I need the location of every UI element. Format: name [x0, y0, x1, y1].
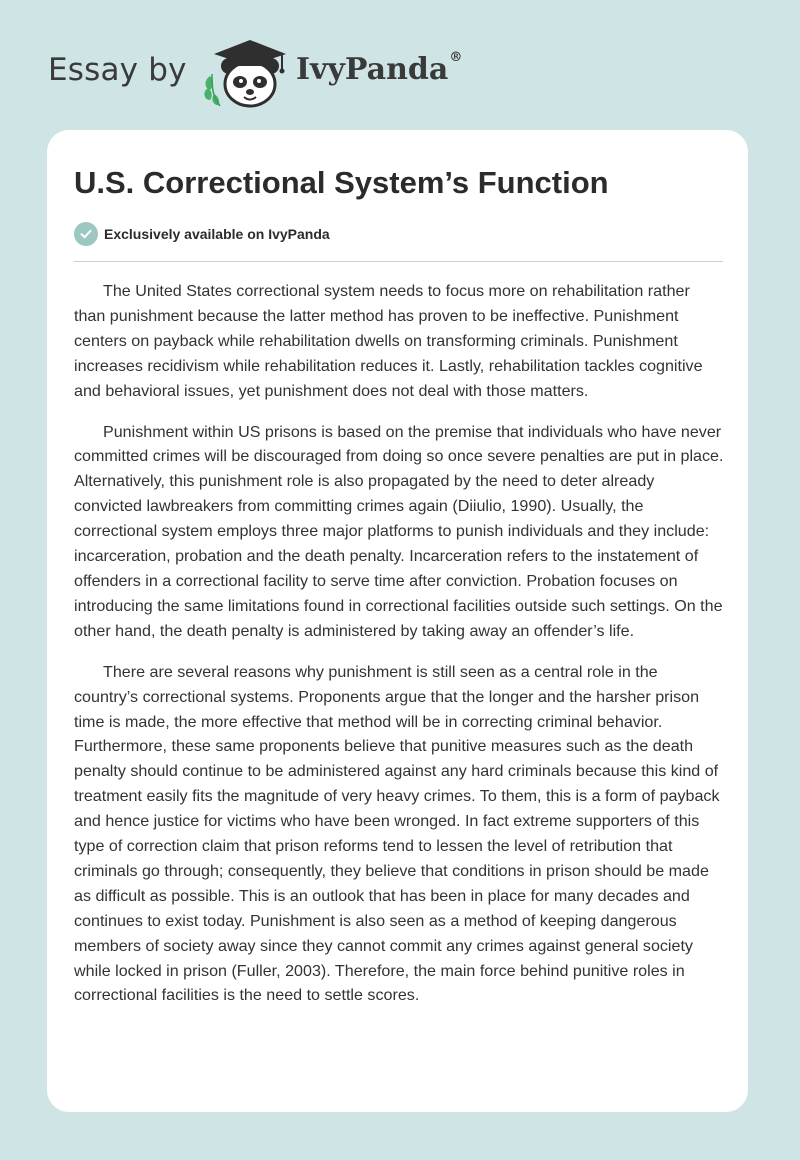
paragraph-2: Punishment within US prisons is based on the premise that individuals who have never committed crimes will be discouraged from doing so once severe penalties are put in place. Alternatively, this punishment role is also propagated by the need to deter already convicted lawbreakers from committing crimes again (Diiulio, 1990). Usually, the correctional system employs three major platforms to punish individuals and they include: incarceration, probation and the death penalty. Incarceration refers to the instatement of offenders in a correctional facility to serve time after conviction. Probation focuses on introducing the same limitations found in correctional facilities outside such settings. On the other hand, the death penalty is administered by taking away an offender’s life. [74, 422, 724, 640]
exclusive-badge [74, 222, 330, 246]
check-circle-icon [74, 222, 98, 246]
article-body [74, 279, 724, 1024]
article-card [47, 130, 748, 1112]
brand-name[interactable] [296, 52, 462, 87]
brand-name-text: IvyPanda [296, 52, 449, 87]
registered-mark: ® [449, 50, 463, 65]
badge-text: Exclusively available on IvyPanda [104, 226, 330, 242]
paragraph-3: There are several reasons why punishment is still seen as a central role in the country’s correctional systems. Proponents argue that the longer and the harsher prison time is made, the more effective that method will be in correcting criminal behavior. Furthermore, these same proponents believe that punitive measures such as the death penalty should continue to be administered against any hard criminals because this kind of treatment easily fits the magnitude of very heavy crimes. To them, this is a form of payback and hence justice for victims who have been wronged. In fact extreme supporters of this type of correction claim that prison reforms tend to lessen the level of retribution that criminals go through; consequently, they believe that conditions in prison should be made as difficult as possible. This is an outlook that has been in place for many decades and continues to exist today. Punishment is also seen as a method of keeping dangerous members of society away since they cannot commit any crimes against general society while locked in prison (Fuller, 2003). Therefore, the main force behind punitive roles in correctional facilities is the need to settle scores. [74, 662, 720, 1005]
site-header [0, 0, 800, 130]
article-title: U.S. Correctional System’s Function [74, 165, 609, 200]
divider [74, 261, 723, 262]
paragraph-1: The United States correctional system needs to focus more on rehabilitation rather than punishment because the latter method has proven to be ineffective. Punishment centers on payback while rehabilitation dwells on transforming criminals. Punishment increases recidivism while rehabilitation reduces it. Lastly, rehabilitation tackles cognitive and behavioral issues, yet punishment does not deal with those matters. [74, 282, 703, 400]
panda-graduation-cap-icon[interactable] [202, 36, 292, 110]
brand-prefix: Essay by [48, 52, 187, 88]
